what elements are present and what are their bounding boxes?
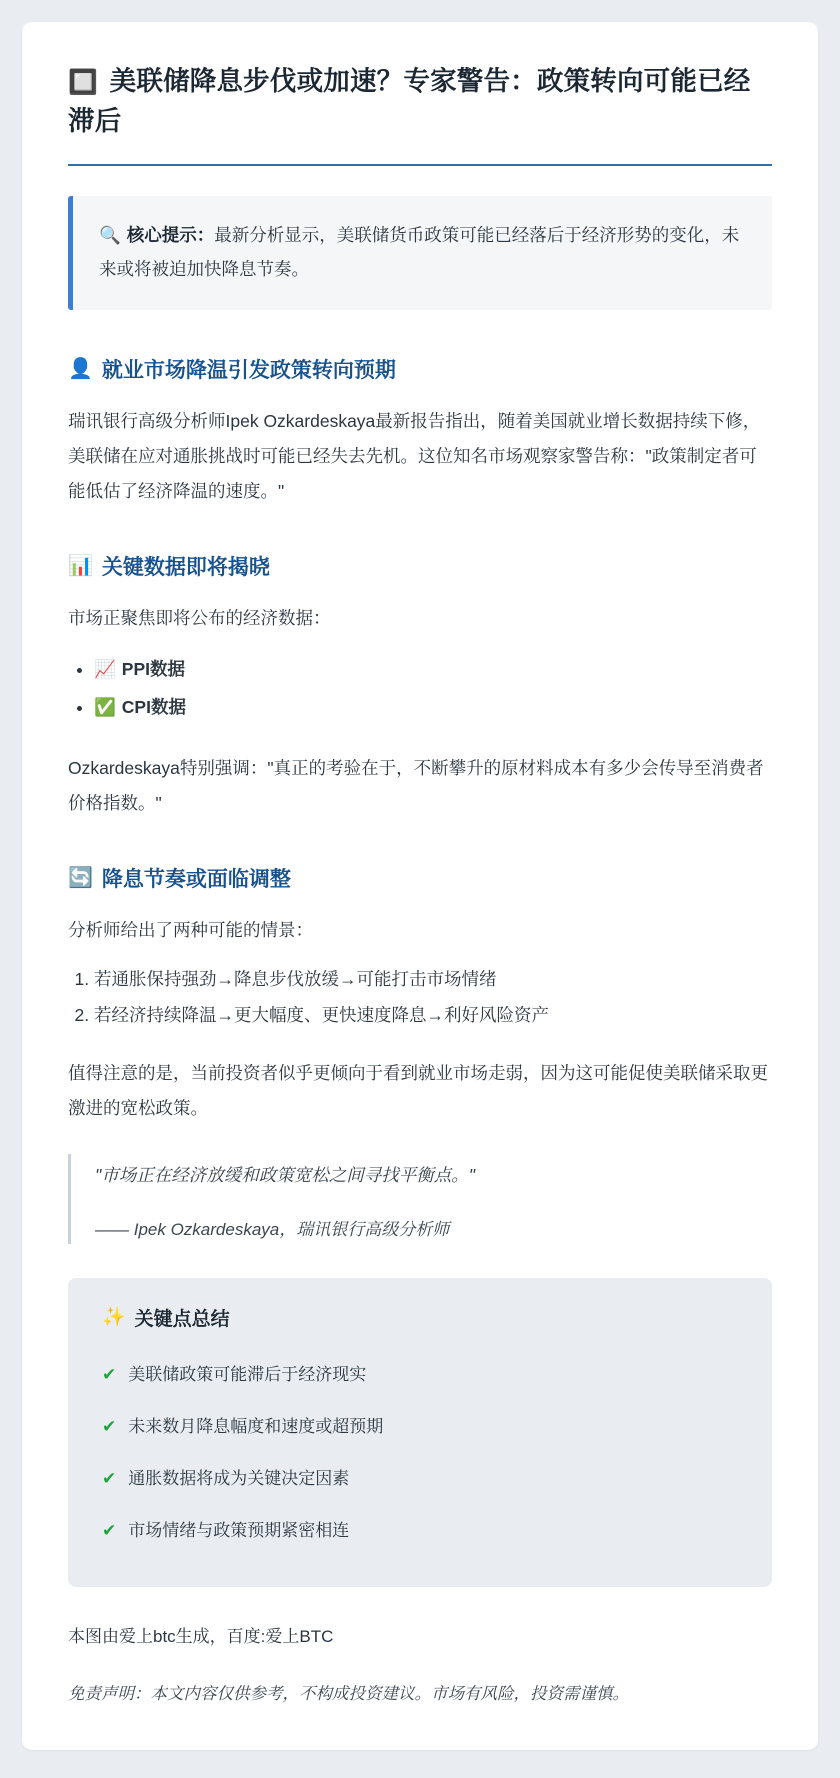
section-paragraph-pace-note: 值得注意的是，当前投资者似乎更倾向于看到就业市场走弱，因为这可能促使美联储采取更激进的宽松政策。: [68, 1062, 768, 1118]
summary-item-text: 市场情绪与政策预期紧密相连: [128, 1520, 350, 1540]
generator-note: 本图由爱上btc生成，百度:爱上BTC: [68, 1626, 334, 1646]
sparkles-icon: ✨: [102, 1307, 126, 1328]
pull-quote-text: "市场正在经济放缓和政策宽松之间寻找平衡点。": [95, 1164, 475, 1185]
section-paragraph-employment: 瑞讯银行高级分析师Ipek Ozkardeskaya最新报告指出，随着美国就业增长数据持续下修，美联储在应对通胀挑战时可能已经失去先机。这位知名市场观察家警告称："政策制定者可能低估了经济降温的速度。": [68, 410, 761, 501]
pull-quote-attribution: —— Ipek Ozkardeskaya，瑞讯银行高级分析师: [95, 1219, 450, 1239]
section-heading-employment: [68, 354, 772, 384]
section-heading-text: 就业市场降温引发政策转向预期: [101, 358, 396, 382]
article-card: [22, 22, 818, 1750]
scenario-list: [68, 962, 772, 1034]
list-item: 2. 若经济持续降温→更大幅度、更快速度降息→利好风险资产: [94, 998, 772, 1034]
page-title-text: 美联储降息步伐或加速？专家警告：政策转向可能已经滞后: [68, 66, 751, 136]
refresh-icon: 🔄: [68, 866, 93, 889]
list-item-label: PPI数据: [121, 658, 186, 679]
check-icon: ✔: [102, 1416, 117, 1436]
summary-title-text: 关键点总结: [134, 1308, 230, 1330]
list-item: 1. 若通胀保持强劲→降息步伐放缓→可能打击市场情绪: [94, 962, 772, 998]
list-item-label: CPI数据: [121, 697, 186, 718]
section-heading-data: [68, 551, 772, 581]
list-item: [102, 1401, 738, 1453]
check-icon: ✔: [102, 1520, 117, 1540]
chart-increasing-icon: 📈: [94, 658, 116, 679]
section-heading-pace: [68, 863, 772, 893]
person-icon: 👤: [68, 357, 93, 380]
list-item: [94, 688, 772, 727]
check-icon: ✔: [102, 1364, 117, 1384]
section-paragraph-data-quote: Ozkardeskaya特别强调："真正的考验在于，不断攀升的原材料成本有多少会传导至消费者价格指数。": [68, 757, 764, 813]
list-item: [102, 1505, 738, 1557]
section-heading-text: 降息节奏或面临调整: [101, 867, 291, 891]
list-item: [102, 1453, 738, 1505]
callout-lead: 核心提示：: [126, 224, 215, 245]
key-points-summary: [68, 1278, 772, 1587]
data-release-list: [68, 650, 772, 727]
check-icon: ✔: [102, 1468, 117, 1488]
pull-quote: [68, 1154, 772, 1244]
document-icon: 🔲: [68, 69, 99, 96]
check-box-icon: ✅: [94, 697, 116, 718]
search-icon: 🔍: [99, 224, 121, 245]
key-callout: [68, 196, 772, 310]
disclaimer-text: 免责声明：本文内容仅供参考，不构成投资建议。市场有风险，投资需谨慎。: [68, 1684, 629, 1703]
list-item: [94, 650, 772, 689]
bar-chart-icon: 📊: [68, 554, 93, 577]
list-item: [102, 1349, 738, 1401]
section-paragraph-data-intro: 市场正聚焦即将公布的经济数据：: [68, 607, 331, 628]
summary-title: [102, 1304, 738, 1331]
section-paragraph-pace-intro: 分析师给出了两种可能的情景：: [68, 919, 313, 940]
section-heading-text: 关键数据即将揭晓: [101, 555, 270, 579]
callout-text: 最新分析显示，美联储货币政策可能已经落后于经济形势的变化，未来或将被迫加快降息节奏。: [99, 224, 740, 279]
page-title: [68, 62, 772, 166]
summary-item-text: 未来数月降息幅度和速度或超预期: [128, 1416, 384, 1436]
summary-item-text: 美联储政策可能滞后于经济现实: [128, 1364, 367, 1384]
summary-item-text: 通胀数据将成为关键决定因素: [128, 1468, 350, 1488]
